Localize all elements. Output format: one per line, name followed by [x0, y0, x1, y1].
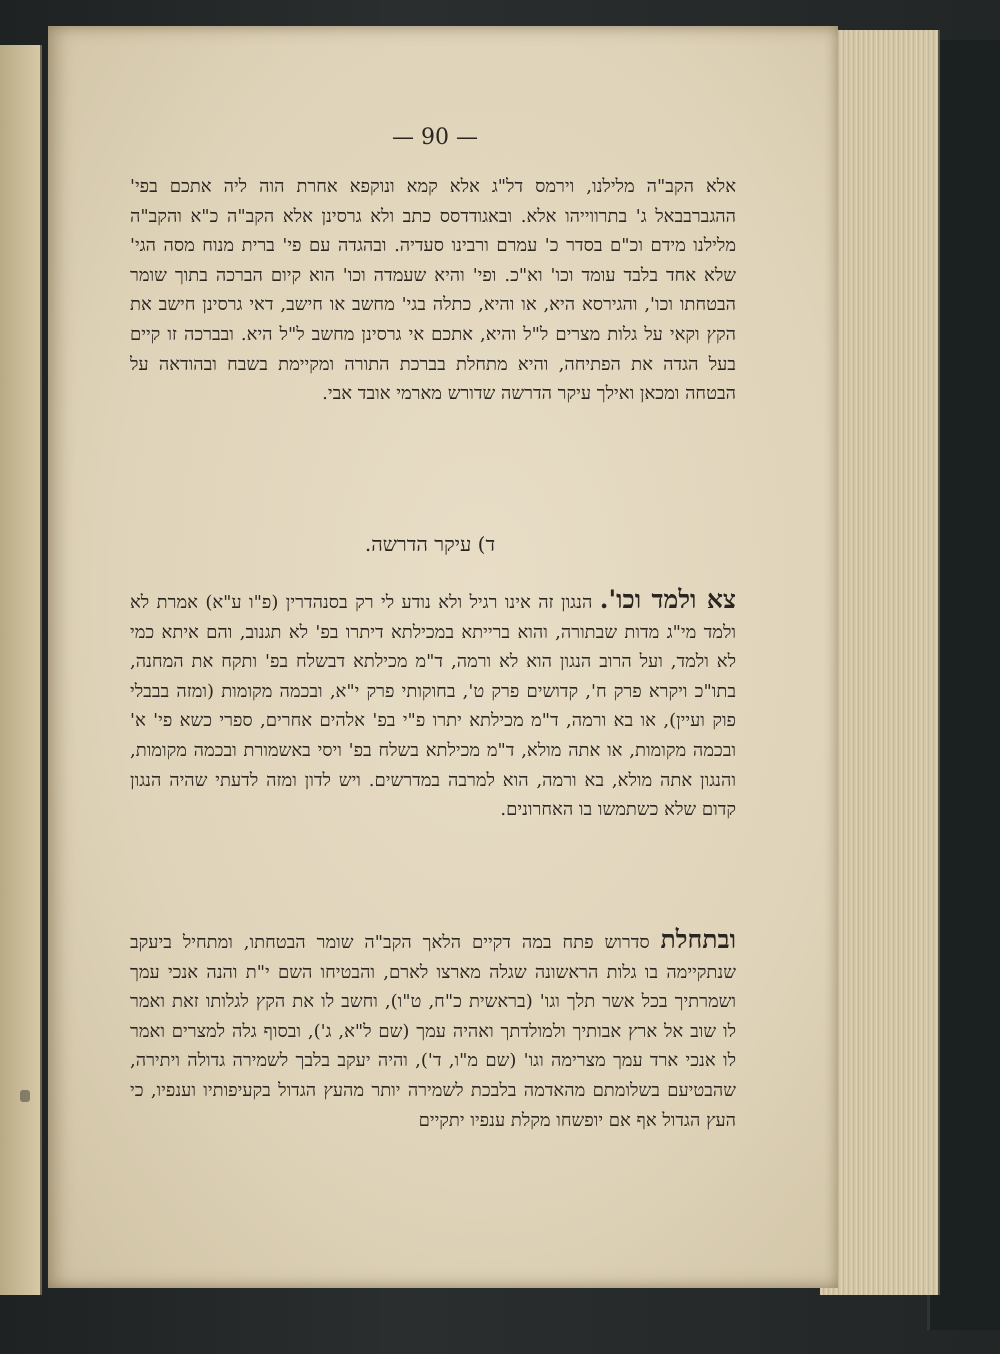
scan-mark [20, 1090, 30, 1102]
paragraph-2-lead: צא ולמד וכו'. [599, 585, 736, 614]
page-stack-edge [820, 30, 940, 1295]
page-number: — 90 — [392, 125, 478, 150]
paragraph-3 [130, 925, 736, 1135]
paragraph-1-text: אלא הקב"ה מלילנו, וירמס דל"ג אלא קמא ונוקפא אחרת הוה ליה אתכם בפי' ההגברבבאל ג' בתרווייהו אלא. ובאגודדסס כתב ולא גרסינן אלא הקב"ה כ"א והקב"ה מלילנו מידם וכ"ם בסדר כ' עמרם ורבינו סעדיה. ובהגדה עם פי' ברית מנוח מסה הגי' שלא אחד בלבד עומד וכו' וא"כ. ופי' והיא שעמדה וכו' הוא קיום הברכה בתוך שומר הבטחתו וכו', והגירסא היא, או והיא, כתלה בגי' מחשב או חישב, דאי גרסינן חישב את הקץ וקאי על גלות מצרים ל"ל והיא, אתכם אי גרסינן מחשב ל"ל היא. ובברכה זו קיים בעל הגדה את הפתיחה, והיא מתחלת בברכת התורה ומקיימת בשבח ובהודאה על הבטחה ומכאן ואילך עיקר הדרשה שדורש מארמי אובד אבי. [130, 176, 736, 405]
section-heading: ד) עיקר הדרשה. [364, 532, 496, 556]
paragraph-3-text: סדרוש פתח במה דקיים הלאך הקב"ה שומר הבטחתו, ומתחיל ביעקב שנתקיימה בו גלות הראשונה שגלה מארצו לארם, והבטיחו השם י"ת והנה אנכי עמך ושמרתיך בכל אשר תלך וגו' (בראשית כ"ח, ט"ו), וחשב לו את הקץ לגלותו זאת ואמר לו שוב אל ארץ אבותיך ולמולדתך ואהיה עמך (שם ל"א, ג'), ובסוף גלה למצרים ואמר לו אנכי ארד עמך מצרימה וגו' (שם מ"ו, ד'), והיה יעקב בלבך לשמירה גדולה ויתירה, שהבטיעם בשלומתם מהאדמה בלבכת לשמירה יותר מהעץ הגדול בקעיפותיו וענפיו, כי העץ הגדול אף אם יופשחו מקלת ענפיו יתקיים [130, 932, 736, 1131]
paragraph-2 [130, 585, 736, 825]
paragraph-3-lead: ובתחלת [660, 925, 736, 954]
facing-page-edge [0, 45, 42, 1295]
paragraph-1 [130, 172, 736, 409]
paragraph-2-text: הנגון זה אינו רגיל ולא נודע לי רק בסנהדרין (פ"ו ע"א) אמרת לא ולמד מי"ג מדות שבתורה, והוא ברייתא במכילתא דיתרו בפ' לא תגנוב, והם איתא כמי לא ולמד, ועל הרוב הנגון הוא לא ורמה, ד"מ מכילתא דבשלח בפ' ותקח את המחנה, בתו"כ ויקרא פרק ח', קדושים פרק ט', בחוקותי פרק י"א, ובכמה מקומות (ומזה בבבלי פוק ועיין), או בא ורמה, ד"מ מכילתא יתרו פ"י בפ' אלהים אחרים, ספרי כשא פי' א' ובכמה מקומות, או אתה מולא, ד"מ מכילתא בשלח בפ' ויסי באשמורת ובכמה מקומות, והנגון אתה מולא, בא ורמה, הוא למרבה במדרשים. ויש לדון ומזה לדעתי שהיה הנגון קדום שלא כשתמשו בו האחרונים. [130, 592, 736, 821]
